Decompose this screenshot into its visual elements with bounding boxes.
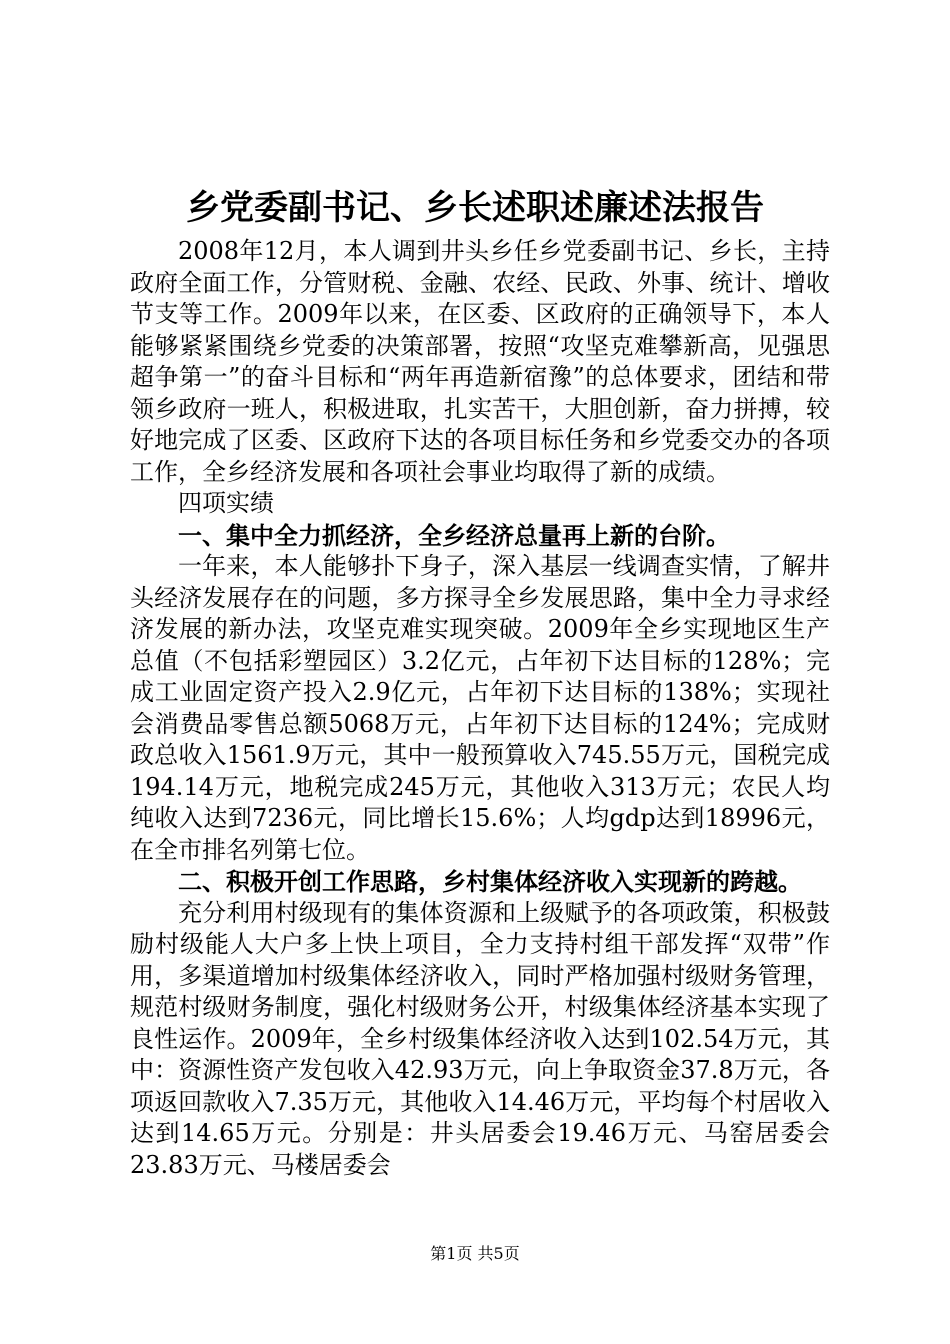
page-footer: 第1页 共5页 bbox=[430, 1244, 520, 1263]
section-paragraph-1: 一年来，本人能够扑下身子，深入基层一线调查实情，了解井头经济发展存在的问题，多方探寻全乡发展思路，集中全力寻求经济发展的新办法，攻坚克难实现突破。2009年全乡实现地区生产总值（不包括彩塑园区）3.2亿元，占年初下达目标的128%；完成工业固定资产投入2.9亿元，占年初下达目标的138%；实现社会消费品零售总额5068万元，占年初下达目标的124%；完成财政总收入1561.9万元，其中一般预算收入745.55万元，国税完成194.14万元，地税完成245万元，其他收入313万元；农民人均纯收入达到7236元，同比增长15.6%；人均gdp达到18996元，在全市排名列第七位。 bbox=[130, 552, 830, 864]
section-heading-2: 二、积极开创工作思路，乡村集体经济收入实现新的跨越。 bbox=[178, 867, 802, 896]
section-label: 四项实绩 bbox=[178, 489, 274, 517]
document-body bbox=[130, 236, 830, 1181]
document-title: 乡党委副书记、乡长述职述廉述法报告 bbox=[186, 188, 764, 228]
section-heading-1: 一、集中全力抓经济，全乡经济总量再上新的台阶。 bbox=[178, 520, 730, 550]
intro-paragraph: 2008年12月，本人调到井头乡任乡党委副书记、乡长，主持政府全面工作，分管财税、金融、农经、民政、外事、统计、增收节支等工作。2009年以来，在区委、区政府的正确领导下，本人能够紧紧围绕乡党委的决策部署，按照“攻坚克难攀新高，见强思超争第一”的奋斗目标和“两年再造新宿豫”的总体要求，团结和带领乡政府一班人，积极进取，扎实苦干，大胆创新，奋力拼搏，较好地完成了区委、区政府下达的各项目标任务和乡党委交办的各项工作，全乡经济发展和各项社会事业均取得了新的成绩。 bbox=[130, 237, 830, 486]
section-paragraph-2: 充分利用村级现有的集体资源和上级赋予的各项政策，积极鼓励村级能人大户多上快上项目，全力支持村组干部发挥“双带”作用，多渠道增加村级集体经济收入，同时严格加强村级财务管理，规范村级财务制度，强化村级财务公开，村级集体经济基本实现了良性运作。2009年，全乡村级集体经济收入达到102.54万元，其中：资源性资产发包收入42.93万元，向上争取资金37.8万元，各项返回款收入7.35万元，其他收入14.46万元，平均每个村居收入达到14.65万元。分别是：井头居委会19.46万元、马窑居委会23.83万元、马楼居委会 bbox=[130, 898, 830, 1179]
